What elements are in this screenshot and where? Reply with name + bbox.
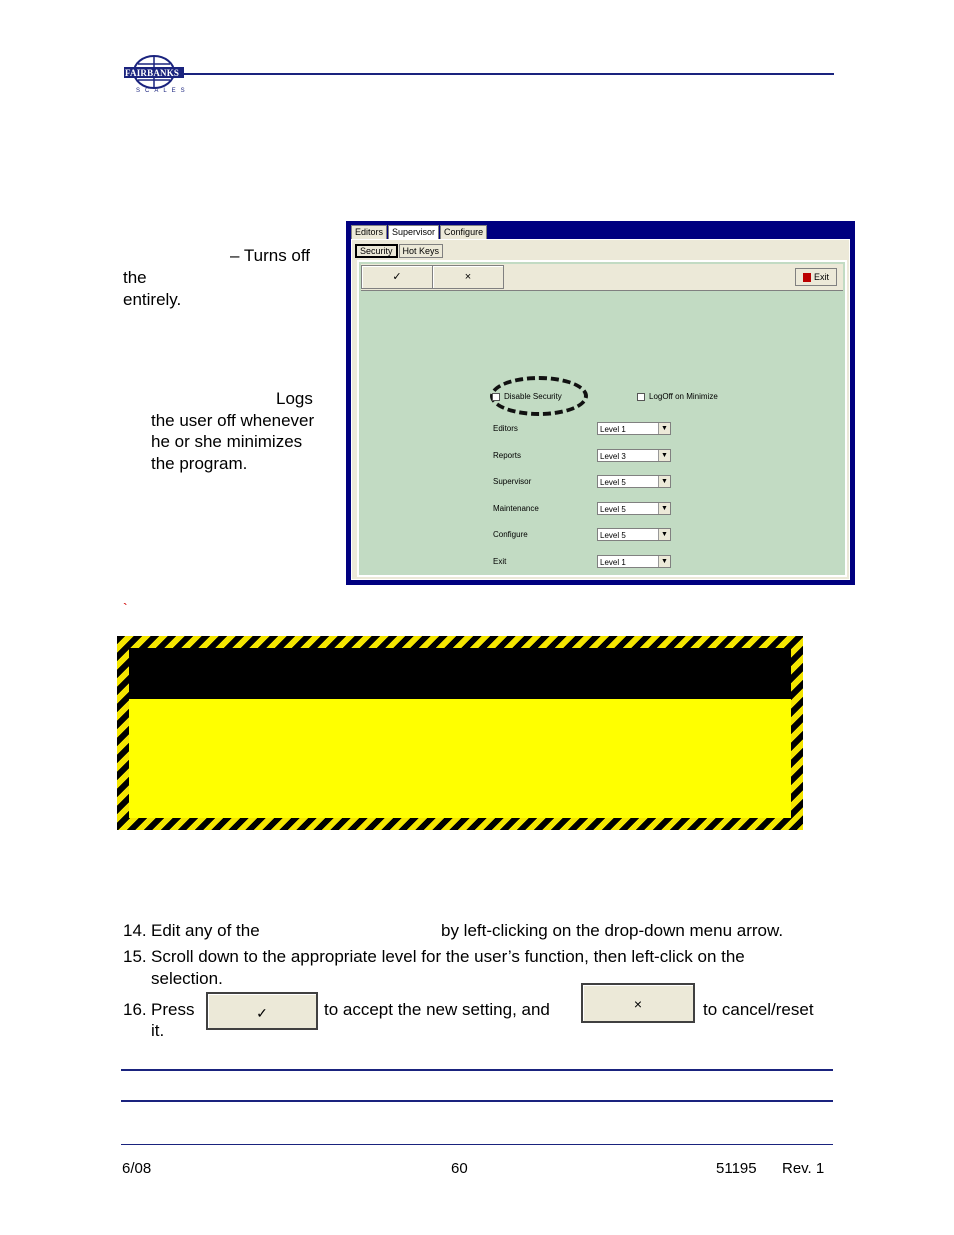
select-exit[interactable] bbox=[597, 555, 671, 568]
checkbox-icon bbox=[492, 393, 500, 401]
row-label-supervisor: Supervisor bbox=[493, 477, 532, 486]
security-screenshot bbox=[346, 221, 855, 585]
logo-text: FAIRBANKS bbox=[125, 68, 180, 78]
disable-security-desc-1: – Turns off bbox=[230, 246, 311, 265]
step-14-text-b: by left-clicking on the drop-down menu arrow. bbox=[441, 921, 784, 940]
cancel-button[interactable]: × bbox=[432, 265, 504, 289]
row-label-reports: Reports bbox=[493, 451, 522, 460]
footer-doc: 51195 bbox=[716, 1160, 757, 1177]
row-label-exit: Exit bbox=[493, 557, 507, 566]
step-16-text-d: it. bbox=[151, 1021, 165, 1040]
select-maintenance[interactable] bbox=[597, 502, 671, 515]
checkbox-icon bbox=[637, 393, 645, 401]
tab-security[interactable]: Security bbox=[355, 244, 398, 258]
select-value: Level 3 bbox=[600, 452, 626, 461]
stray-mark: ` bbox=[123, 600, 128, 616]
footer-rule bbox=[121, 1144, 833, 1145]
step-16-text-a: Press bbox=[151, 1000, 195, 1019]
accept-button-image: ✓ bbox=[206, 992, 318, 1030]
disable-security-label: Disable Security bbox=[504, 392, 562, 401]
select-supervisor[interactable] bbox=[597, 475, 671, 488]
row-label-maintenance: Maintenance bbox=[493, 504, 539, 513]
step-15-text-b: selection. bbox=[151, 969, 223, 988]
logoff-desc-4: the program. bbox=[151, 454, 248, 473]
disable-security-checkbox[interactable] bbox=[492, 392, 562, 401]
select-reports[interactable] bbox=[597, 449, 671, 462]
exit-button[interactable] bbox=[795, 268, 837, 286]
logoff-desc-1: Logs bbox=[276, 389, 313, 408]
dropdown-arrow-icon[interactable]: ▼ bbox=[658, 503, 670, 514]
footer-page: 60 bbox=[451, 1160, 468, 1177]
logoff-checkbox[interactable] bbox=[637, 392, 718, 401]
step-16-text-b: to accept the new setting, and bbox=[324, 1000, 550, 1019]
step-14-num: 14. bbox=[123, 921, 147, 940]
ok-button[interactable]: ✓ bbox=[361, 265, 433, 289]
select-value: Level 5 bbox=[600, 478, 626, 487]
logoff-label: LogOff on Minimize bbox=[649, 392, 718, 401]
select-value: Level 1 bbox=[600, 558, 626, 567]
dropdown-arrow-icon[interactable]: ▼ bbox=[658, 529, 670, 540]
dropdown-arrow-icon[interactable]: ▼ bbox=[658, 556, 670, 567]
caution-box bbox=[117, 636, 803, 830]
select-value: Level 5 bbox=[600, 531, 626, 540]
dropdown-arrow-icon[interactable]: ▼ bbox=[658, 476, 670, 487]
tab-supervisor[interactable]: Supervisor bbox=[388, 225, 439, 240]
dropdown-arrow-icon[interactable]: ▼ bbox=[658, 423, 670, 434]
disable-security-desc-2: the bbox=[123, 268, 147, 287]
tab-configure[interactable]: Configure bbox=[440, 225, 487, 240]
note-rule-bottom bbox=[121, 1100, 833, 1102]
logoff-desc-3: he or she minimizes bbox=[151, 432, 303, 451]
dropdown-arrow-icon[interactable]: ▼ bbox=[658, 450, 670, 461]
header-rule bbox=[180, 73, 834, 75]
row-label-editors: Editors bbox=[493, 424, 518, 433]
cancel-button-image: × bbox=[581, 983, 695, 1023]
supervisor-pane bbox=[351, 239, 850, 580]
step-16-num: 16. bbox=[123, 1000, 147, 1019]
footer-rev: Rev. 1 bbox=[782, 1160, 825, 1177]
step-16-text-c: to cancel/reset bbox=[703, 1000, 814, 1019]
tab-hot-keys[interactable]: Hot Keys bbox=[399, 244, 444, 258]
sub-tabs bbox=[355, 244, 444, 258]
logo-sub: SCALES bbox=[136, 88, 190, 94]
step-14-text-a: Edit any of the bbox=[151, 921, 260, 940]
select-editors[interactable] bbox=[597, 422, 671, 435]
exit-label: Exit bbox=[813, 272, 829, 282]
fairbanks-logo bbox=[124, 54, 190, 98]
tab-editors[interactable]: Editors bbox=[351, 225, 387, 240]
caution-header bbox=[129, 648, 791, 699]
logoff-desc-2: the user off whenever bbox=[151, 411, 315, 430]
select-value: Level 5 bbox=[600, 505, 626, 514]
caution-body bbox=[129, 699, 791, 818]
exit-icon bbox=[803, 273, 811, 282]
select-value: Level 1 bbox=[600, 425, 626, 434]
footer-date: 6/08 bbox=[122, 1160, 152, 1177]
step-15-num: 15. bbox=[123, 947, 147, 966]
select-configure[interactable] bbox=[597, 528, 671, 541]
step-15-text-a: Scroll down to the appropriate level for the user’s function, then left-click on the bbox=[151, 947, 745, 966]
note-rule-top bbox=[121, 1069, 833, 1071]
disable-security-desc-3: entirely. bbox=[123, 290, 182, 309]
toolbar bbox=[361, 264, 843, 291]
row-label-configure: Configure bbox=[493, 530, 528, 539]
security-panel bbox=[357, 260, 847, 577]
